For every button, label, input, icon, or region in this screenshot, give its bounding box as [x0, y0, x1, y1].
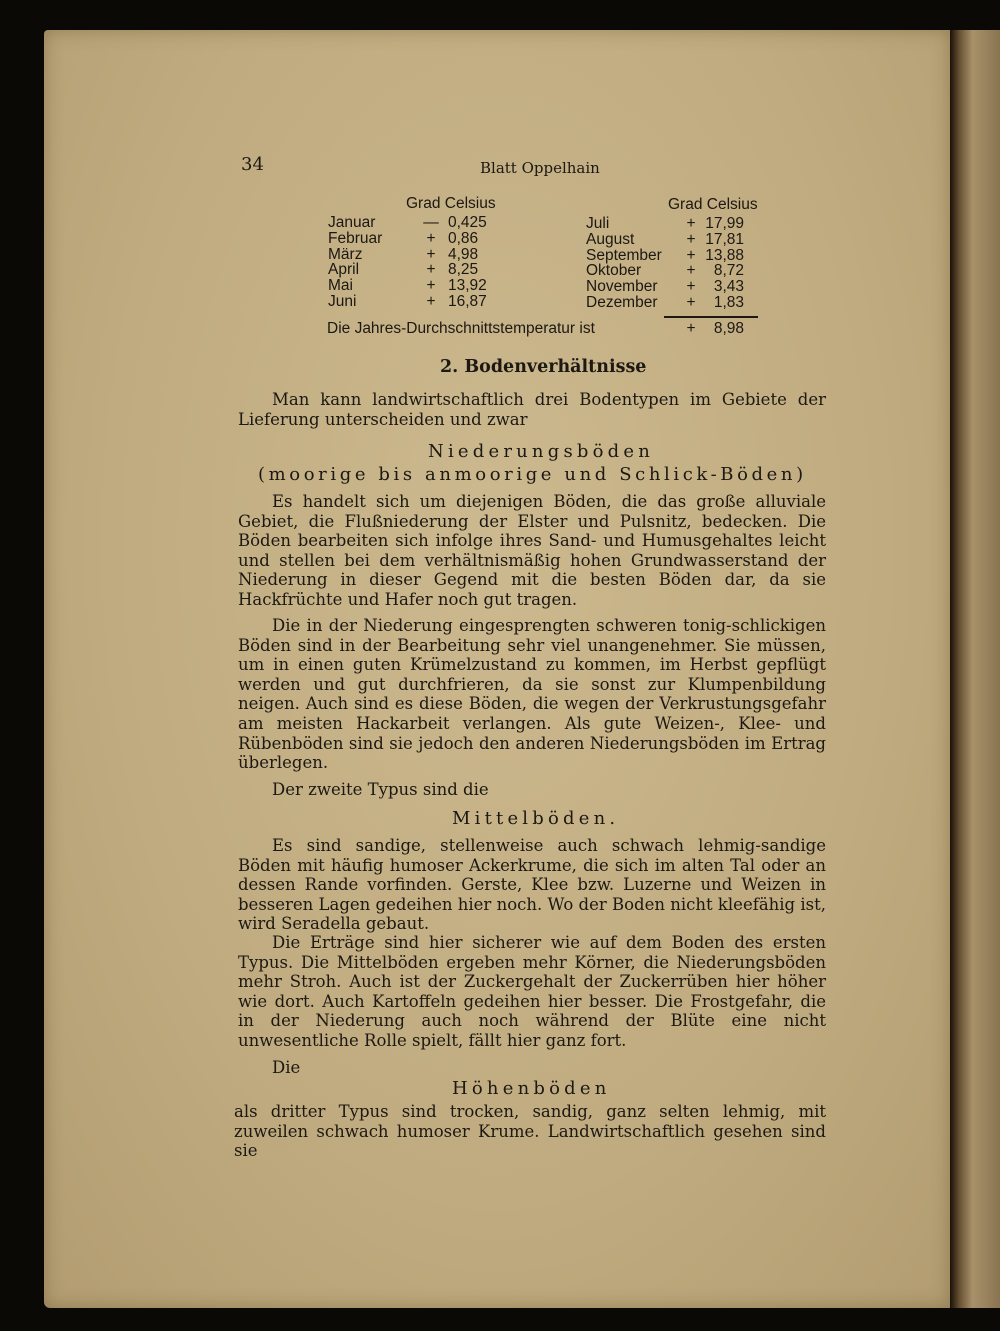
table-cell-value: 13,88 [705, 246, 744, 264]
table-cell-month: Mai [328, 277, 353, 295]
table-cell-month: Januar [328, 214, 376, 231]
annual-temperature-label: Die Jahres-Durchschnittstemperatur ist [327, 320, 595, 337]
table-right-values [700, 216, 744, 311]
niederung-subtitle: (moorige bis anmoorige und Schlick-Böden) [258, 464, 807, 485]
table-cell-sign: + [686, 215, 696, 232]
book-spine [950, 30, 1000, 1308]
table-cell-month: Oktober [586, 262, 642, 280]
table-cell-sign: + [426, 277, 436, 295]
mittel-paragraph-2: Die Erträge sind hier sicherer wie auf dem Boden des ersten Typus. Die Mittelböden ergeben mehr Körner, die Niederungsböden mehr Stroh. Auch ist der Zuckergehalt der Zuckerrüben hier höher wie dort. Auch Kartoffeln gedeihen hier besser. Die Frostgefahr, die in der Niederung auch noch während der Blüte eine nicht unwesentliche Rolle spielt, fällt hier ganz fort. [238, 933, 826, 1050]
niederung-paragraph-1: Es handelt sich um diejenigen Böden, die das große alluviale Gebiet, die Flußniederung der Elster und Pulsnitz, bedecken. Die Böden bearbeiten sich infolge ihres Sand- und Humusgehaltes leicht und stellen bei dem verhältnismäßig hohen Grundwasserstand der Niederung in dieser Gegend mit die besten Böden dar, da sie Hackfrüchte und Hafer noch gut tragen. [238, 492, 826, 609]
table-cell-month: Juni [328, 292, 357, 310]
table-cell-value: 17,99 [705, 215, 744, 232]
table-cell-value: 16,87 [448, 292, 487, 310]
table-right-signs [680, 216, 702, 311]
table-cell-month: August [586, 230, 635, 248]
table-cell-sign: + [686, 262, 696, 280]
second-type-intro: Der zweite Typus sind die [272, 780, 489, 799]
table-cell-value: 3,43 [713, 278, 744, 296]
table-cell-value: 0,86 [448, 229, 479, 247]
table-cell-value: 4,98 [448, 245, 479, 263]
section-heading: 2. Bodenverhältnisse [440, 357, 647, 377]
table-cell-sign: + [686, 293, 696, 311]
table-cell-month: Dezember [586, 293, 658, 311]
table-cell-sign: + [426, 245, 436, 263]
table-cell-month: Juli [586, 215, 610, 232]
table-cell-month: Februar [328, 229, 383, 247]
table-cell-month: März [328, 245, 363, 263]
table-cell-value: 1,83 [713, 293, 744, 311]
annual-temperature-sign: + [686, 320, 696, 337]
table-cell-value: 0,425 [448, 214, 487, 231]
table-sum-rule [664, 316, 758, 318]
third-type-intro: Die [272, 1058, 301, 1077]
table-cell-value: 8,72 [713, 262, 744, 280]
table-left-values [448, 215, 508, 310]
table-header-left: Grad Celsius [406, 195, 496, 212]
table-cell-sign: + [426, 229, 436, 247]
table-cell-sign: — [423, 214, 439, 231]
running-title: Blatt Oppelhain [480, 159, 600, 177]
intro-paragraph: Man kann landwirtschaftlich drei Bodentypen im Gebiete der Lieferung unterscheiden und zwar [238, 390, 826, 429]
annual-temperature-value: 8,98 [713, 320, 744, 337]
table-cell-month: November [586, 278, 658, 296]
table-cell-sign: + [686, 246, 696, 264]
page-number: 34 [241, 154, 264, 175]
niederung-title: Niederungsböden [428, 441, 655, 462]
table-header-right: Grad Celsius [668, 196, 758, 213]
table-left-months [328, 215, 408, 310]
mittel-paragraph-1: Es sind sandige, stellenweise auch schwach lehmig-sandige Böden mit häufig humoser Ackerkrume, die sich im alten Tal oder an dessen Rande vorfinden. Gerste, Klee bzw. Luzerne und Weizen in besseren Lagen gedeihen hier noch. Wo der Boden nicht kleefähig ist, wird Seradella gebaut. [238, 836, 826, 934]
niederung-paragraph-2: Die in der Niederung eingesprengten schweren tonig-schlickigen Böden sind in der Bearbeitung sehr viel unangenehmer. Sie müssen, um in einen guten Krümelzustand zu kommen, im Herbst gepflügt werden und gut durchfrieren, da sie sonst zur Klumpenbildung neigen. Auch sind es diese Böden, die wegen der Verkrustungsgefahr am meisten Hackarbeit verlangen. Als gute Weizen-, Klee- und Rübenböden sind sie jedoch den anderen Niederungsböden im Ertrag überlegen. [238, 616, 826, 773]
table-cell-sign: + [426, 292, 436, 310]
hoehen-paragraph-1: als dritter Typus sind trocken, sandig, ganz selten lehmig, mit zuweilen schwach humoser Krume. Landwirtschaftlich gesehen sind sie [234, 1102, 826, 1161]
table-cell-month: September [586, 246, 662, 264]
table-cell-value: 13,92 [448, 277, 487, 295]
mittel-title: Mittelböden. [452, 808, 620, 829]
table-cell-sign: + [426, 261, 436, 279]
table-left-signs [420, 215, 442, 310]
table-right-months [586, 216, 676, 311]
table-cell-value: 8,25 [448, 261, 479, 279]
table-cell-sign: + [686, 230, 696, 248]
table-cell-sign: + [686, 278, 696, 296]
table-cell-month: April [328, 261, 360, 279]
table-cell-value: 17,81 [705, 230, 744, 248]
hoehen-title: Höhenböden [452, 1078, 611, 1099]
